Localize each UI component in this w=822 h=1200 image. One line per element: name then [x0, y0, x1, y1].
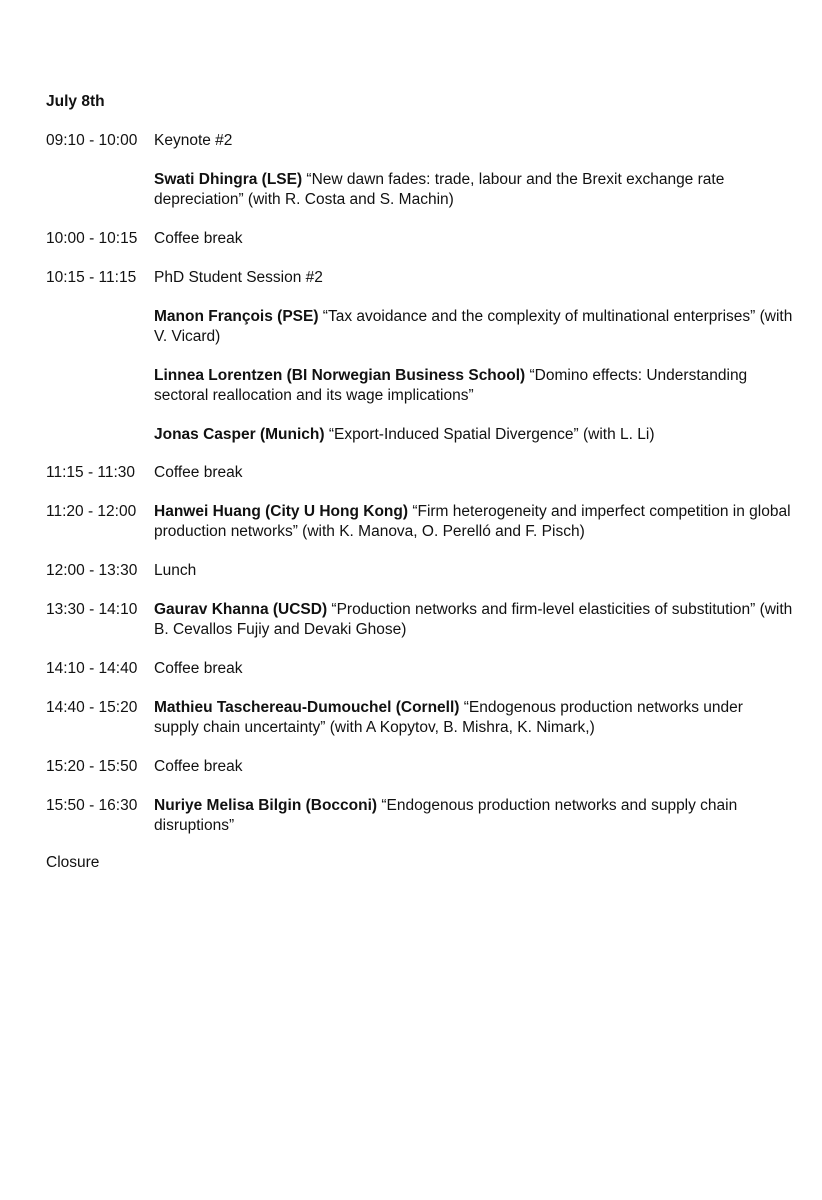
talk-entry: [154, 307, 804, 347]
closure-label: Closure: [46, 854, 100, 871]
slot-time: 09:10 - 10:00: [46, 132, 138, 149]
talk-speaker: Swati Dhingra (LSE): [154, 171, 303, 188]
talk-title: “Firm heterogeneity and imperfect competition in global production networks” (with K. Manova, O. Perelló and F. Pisch): [154, 503, 791, 540]
slot-label: Coffee break: [154, 464, 243, 481]
talk-title: “Production networks and firm-level elasticities of substitution” (with B. Cevallos Fujiy and Devaki Ghose): [154, 601, 793, 638]
slot-label: Coffee break: [154, 660, 243, 677]
talk-entry: [154, 796, 804, 836]
slot-label: Lunch: [154, 562, 197, 579]
talk-title: “New dawn fades: trade, labour and the Brexit exchange rate depreciation” (with R. Costa and S. Machin): [154, 171, 725, 208]
talk-speaker: Linnea Lorentzen (BI Norwegian Business School): [154, 367, 526, 384]
talk-entry: [154, 170, 804, 210]
talk-title: “Domino effects: Understanding sectoral reallocation and its wage implications”: [154, 367, 748, 404]
slot-time: 12:00 - 13:30: [46, 562, 138, 579]
talk-speaker: Manon François (PSE): [154, 308, 319, 325]
slot-label: PhD Student Session #2: [154, 269, 323, 286]
slot-time: 15:50 - 16:30: [46, 797, 138, 814]
slot-time: 11:20 - 12:00: [46, 503, 137, 520]
slot-time: 10:00 - 10:15: [46, 230, 138, 247]
talk-title: “Export-Induced Spatial Divergence” (with L. Li): [324, 426, 655, 443]
talk-speaker: Hanwei Huang (City U Hong Kong): [154, 503, 409, 520]
slot-time: 14:40 - 15:20: [46, 699, 138, 716]
talk-title: “Tax avoidance and the complexity of multinational enterprises” (with V. Vicard): [154, 308, 793, 345]
talk-title: “Endogenous production networks under supply chain uncertainty” (with A Kopytov, B. Mishra, K. Nimark,): [154, 699, 743, 736]
slot-time: 15:20 - 15:50: [46, 758, 138, 775]
slot-time: 14:10 - 14:40: [46, 660, 138, 677]
slot-time: 11:15 - 11:30: [46, 464, 136, 481]
talk-speaker: Gaurav Khanna (UCSD): [154, 601, 328, 618]
talk-speaker: Jonas Casper (Munich): [154, 426, 325, 443]
talk-speaker: Mathieu Taschereau-Dumouchel (Cornell): [154, 699, 460, 716]
talk-speaker: Nuriye Melisa Bilgin (Bocconi): [154, 797, 378, 814]
talk-entry: [154, 698, 744, 738]
slot-label: Keynote #2: [154, 132, 233, 149]
slot-time: 13:30 - 14:10: [46, 601, 138, 618]
slot-label: Coffee break: [154, 758, 243, 775]
talk-entry: [154, 600, 804, 640]
slot-label: Coffee break: [154, 230, 243, 247]
talk-title: “Endogenous production networks and supply chain disruptions”: [154, 797, 738, 834]
talk-entry: [154, 502, 804, 542]
talk-entry: [154, 425, 804, 445]
talk-entry: [154, 366, 804, 406]
slot-time: 10:15 - 11:15: [46, 269, 137, 286]
day-heading: July 8th: [46, 93, 105, 110]
